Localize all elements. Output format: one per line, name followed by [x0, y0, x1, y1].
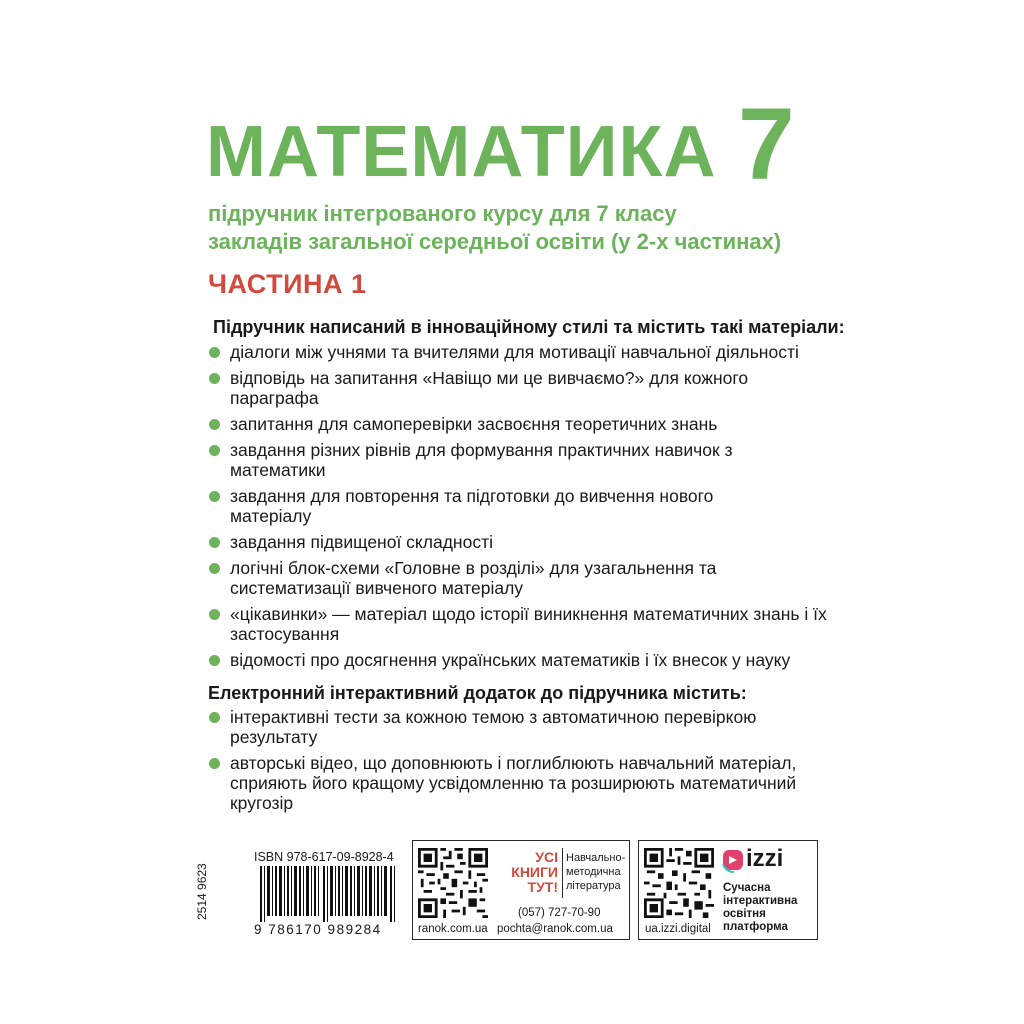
list-item-text: діалоги між учнями та вчителями для мотивації навчальної діяльності	[230, 342, 799, 362]
publisher-phone: (057) 727-70-90	[518, 907, 601, 919]
list-item	[206, 707, 790, 747]
promo-subtitle	[566, 851, 630, 893]
promo-text	[494, 850, 558, 895]
grade-number: 7	[738, 87, 795, 201]
list-item	[206, 368, 790, 408]
qr-code-icon	[644, 848, 714, 918]
promo-sub-line-3: література	[566, 880, 621, 892]
bullet-icon	[209, 347, 220, 358]
list-item	[206, 532, 830, 552]
izzi-name: izzi	[746, 845, 784, 872]
list-item-text: інтерактивні тести за кожною темою з автоматичною перевіркою результату	[230, 707, 757, 747]
list-item-text: запитання для самоперевірки засвоєння теоретичних знань	[230, 414, 718, 434]
bullet-icon	[209, 491, 220, 502]
izzi-logo-icon	[722, 848, 744, 874]
izzi-url[interactable]: ua.izzi.digital	[645, 923, 711, 935]
features-heading: Підручник написаний в інноваційному стилі та містить такі матеріали:	[213, 317, 845, 337]
bullet-icon	[209, 537, 220, 548]
barcode-icon	[260, 866, 398, 922]
digital-list	[206, 707, 830, 819]
bullet-icon	[209, 758, 220, 769]
izzi-desc-line-1: Сучасна	[723, 882, 771, 894]
subtitle-line-1: підручник інтегрованого курсу для 7 класу	[208, 201, 677, 226]
list-item	[206, 486, 770, 526]
bullet-icon	[209, 563, 220, 574]
izzi-desc-line-4: платформа	[723, 921, 788, 933]
list-item	[206, 558, 750, 598]
izzi-description	[723, 882, 813, 934]
bullet-icon	[209, 655, 220, 666]
list-item	[206, 604, 830, 644]
list-item	[206, 414, 830, 434]
publisher-email[interactable]: pochta@ranok.com.ua	[497, 923, 613, 935]
barcode-side-code: 2514 9623	[195, 863, 209, 921]
promo-sub-line-1: Навчально-	[566, 852, 626, 864]
list-item	[206, 342, 830, 362]
list-item-text: завдання різних рівнів для формування практичних навичок з математики	[230, 440, 733, 480]
book-subtitle	[208, 200, 828, 256]
list-item-text: завдання підвищеної складності	[230, 532, 493, 552]
part-label: ЧАСТИНА 1	[208, 269, 367, 299]
list-item-text: «цікавинки» — матеріал щодо історії виникнення математичних знань і їх застосування	[230, 604, 827, 644]
promo-line-1: УСІ	[535, 849, 558, 865]
features-list	[206, 342, 850, 676]
promo-line-2: КНИГИ	[511, 864, 558, 880]
list-item	[206, 440, 750, 480]
list-item-text: відповідь на запитання «Навіщо ми це вивчаємо?» для кожного параграфа	[230, 368, 749, 408]
publisher-url[interactable]: ranok.com.ua	[418, 923, 488, 935]
izzi-desc-line-2: інтерактивна	[723, 895, 798, 907]
bullet-icon	[209, 712, 220, 723]
bullet-icon	[209, 373, 220, 384]
divider	[562, 848, 563, 898]
list-item-text: завдання для повторення та підготовки до вивчення нового матеріалу	[230, 486, 714, 526]
book-title: МАТЕМАТИКА	[206, 112, 717, 192]
digital-heading: Електронний інтерактивний додаток до підручника містить:	[208, 683, 747, 703]
promo-sub-line-2: методична	[566, 866, 621, 878]
qr-code-icon	[418, 848, 488, 918]
barcode-number: 9 786170 989284	[254, 922, 382, 937]
subtitle-line-2: закладів загальної середньої освіти (у 2-х частинах)	[208, 229, 782, 254]
bullet-icon	[209, 609, 220, 620]
list-item-text: авторські відео, що доповнюють і поглиблюють навчальний матеріал, сприяють його кращому усвідомленню та розширюють математичний кругозір	[230, 753, 797, 813]
isbn-text: ISBN 978-617-09-8928-4	[254, 850, 394, 864]
list-item	[206, 753, 830, 813]
list-item-text: відомості про досягнення українських математиків і їх внесок у науку	[230, 650, 791, 670]
list-item	[206, 650, 850, 670]
promo-line-3: ТУТ!	[527, 879, 558, 895]
bullet-icon	[209, 445, 220, 456]
izzi-desc-line-3: освітня	[723, 908, 766, 920]
list-item-text: логічні блок-схеми «Головне в розділі» для узагальнення та систематизації вивченого матеріалу	[230, 558, 717, 598]
bullet-icon	[209, 419, 220, 430]
